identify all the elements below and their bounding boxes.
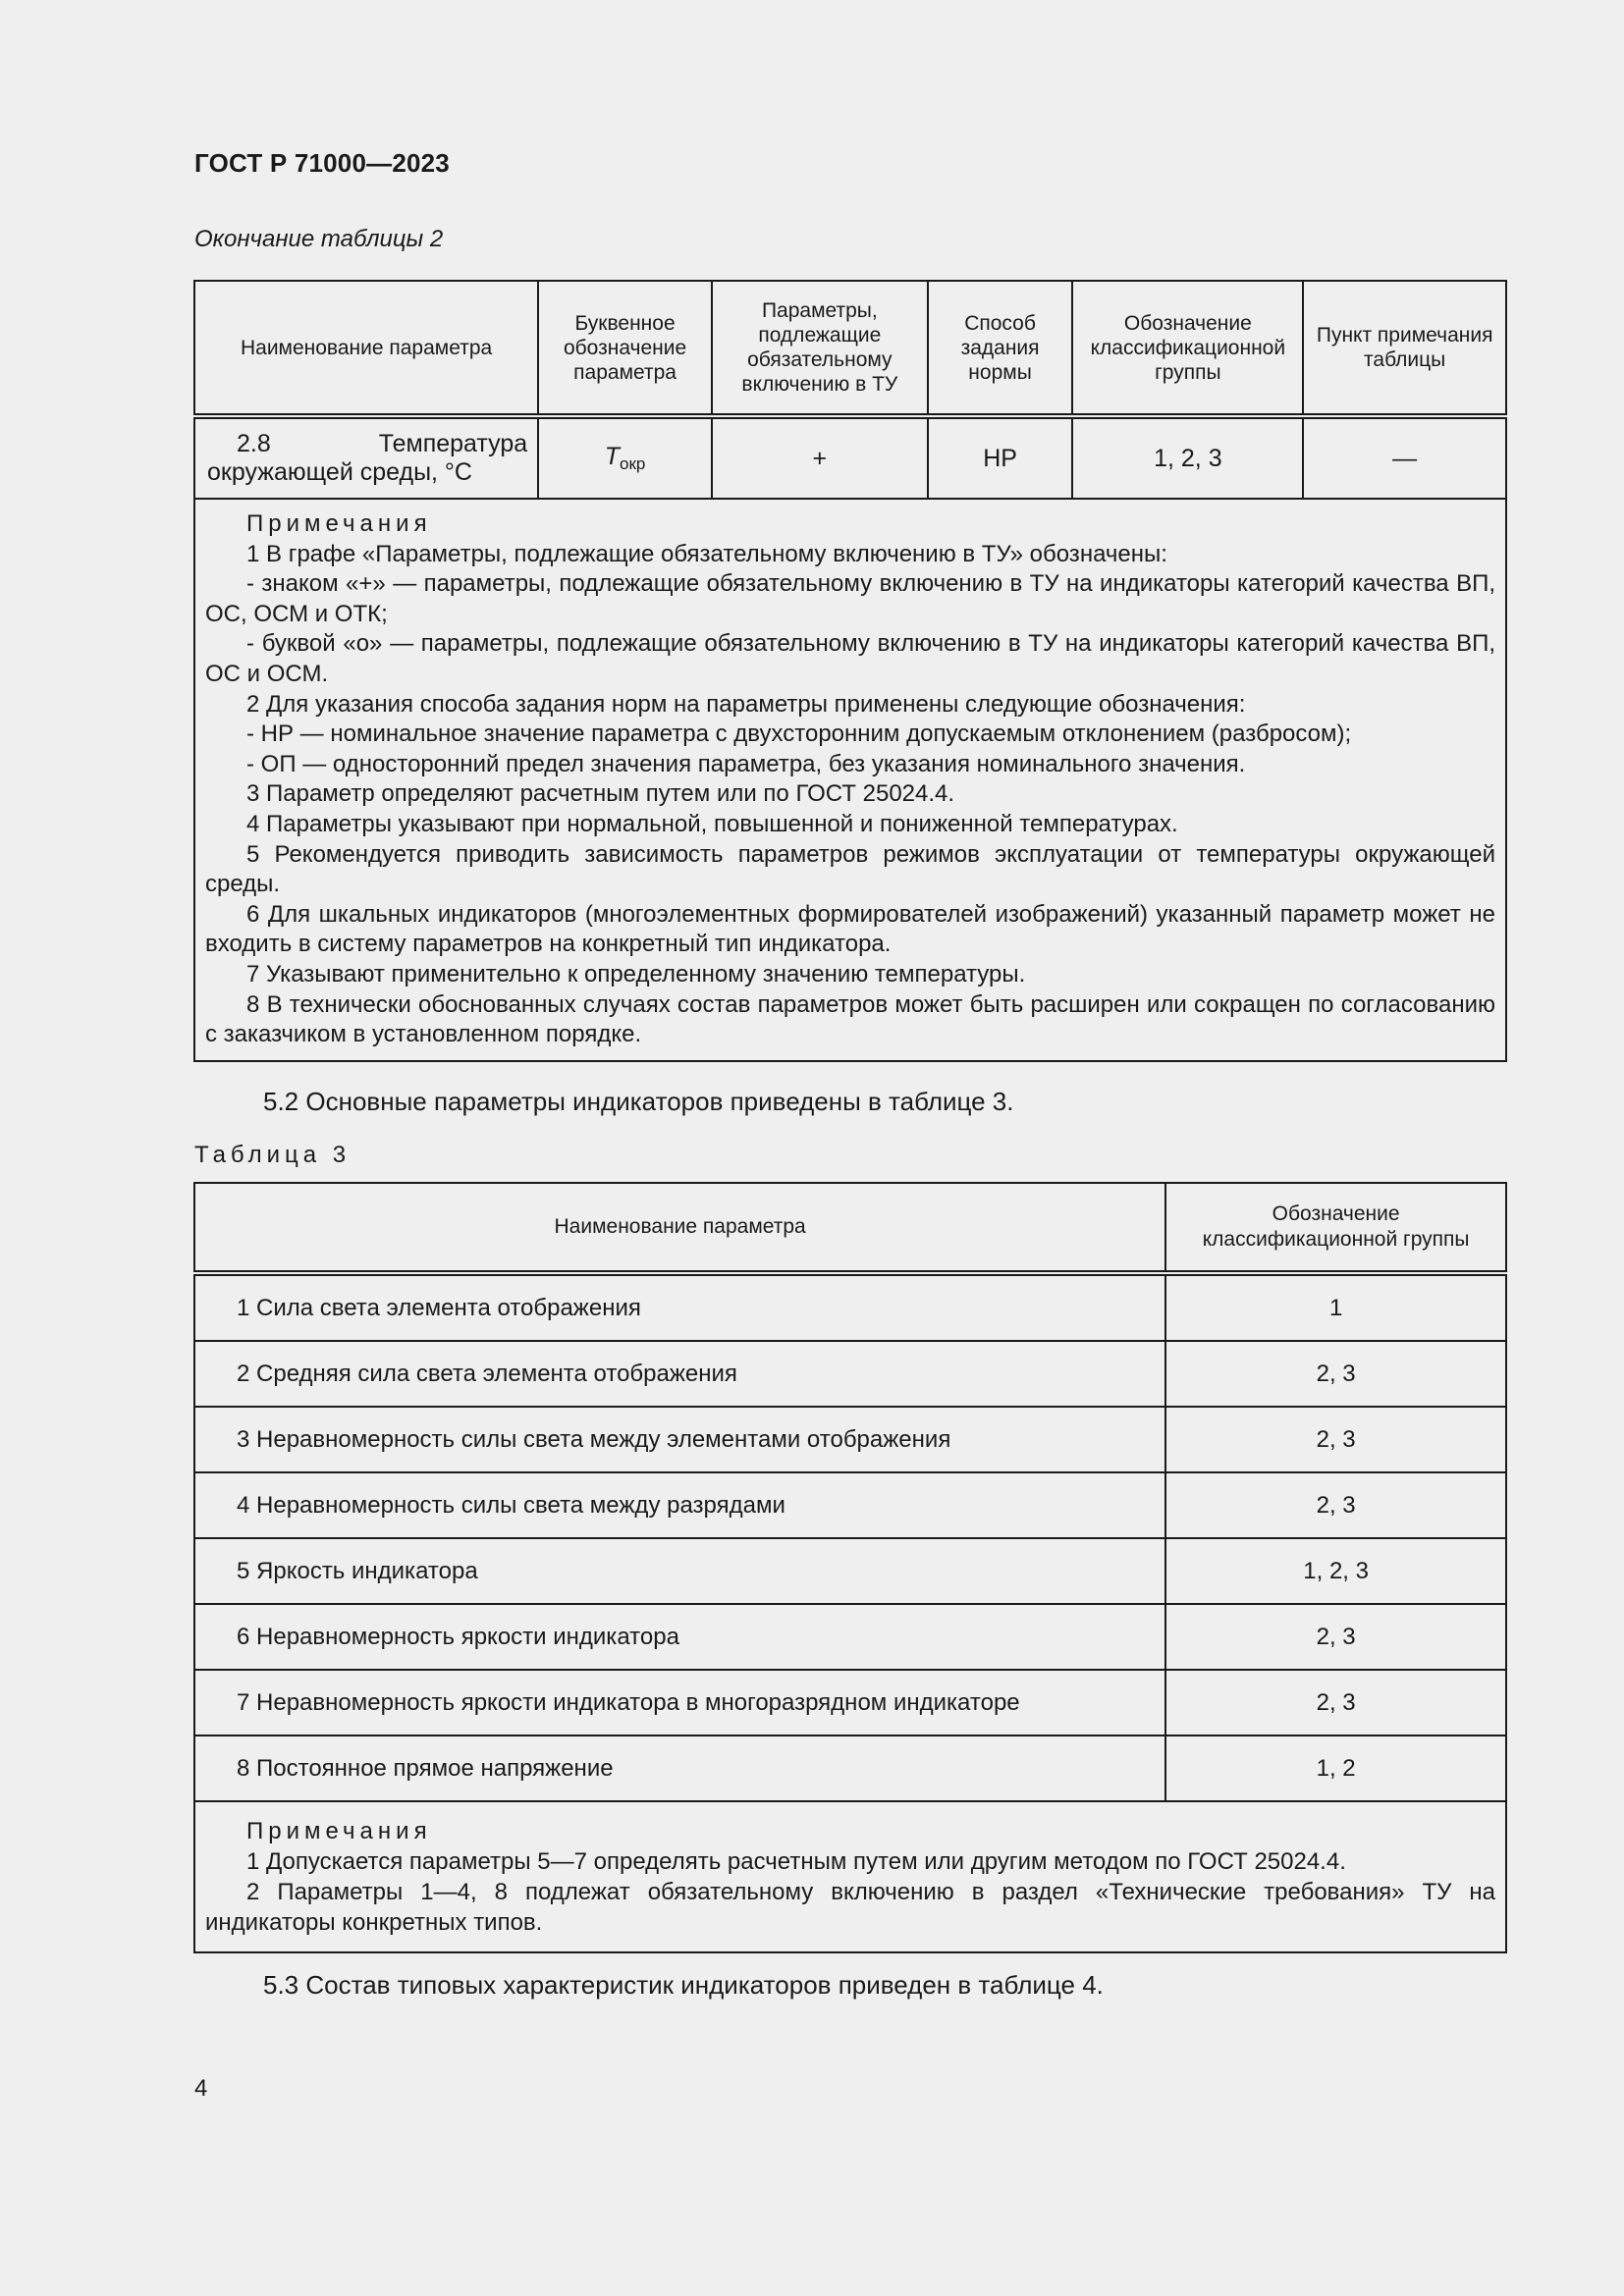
table2-row-groups: 1, 2, 3 — [1072, 416, 1303, 499]
table2-row-name-text: 2.8 Температура окружающей среды, °С — [207, 430, 528, 486]
table3-notes — [194, 1801, 1506, 1952]
table3-row-name: 7 Неравномерность яркости индикатора в многоразрядном индикаторе — [194, 1670, 1165, 1735]
table-row — [194, 1604, 1506, 1670]
symbol-main: T — [604, 443, 621, 470]
table2-col-norm-method: Способ задания нормы — [928, 281, 1073, 416]
table2-col-group: Обозначение классификационной группы — [1072, 281, 1303, 416]
table2-note: - НР — номинальное значение параметра с двухсторонним допускаемым отклонением (разбросом); — [246, 721, 1352, 748]
table-row — [194, 1670, 1506, 1735]
table-row — [194, 1341, 1506, 1407]
table2-notes-row — [194, 499, 1506, 1061]
table2-caption: Окончание таблицы 2 — [194, 226, 444, 252]
table2-notes — [194, 499, 1506, 1061]
table3-header-row — [194, 1183, 1506, 1273]
table-row — [194, 1472, 1506, 1538]
table2-note: 2 Для указания способа задания норм на параметры применены следующие обозначения: — [246, 690, 1246, 718]
table3-row-group: 2, 3 — [1165, 1472, 1506, 1538]
table2-header-row — [194, 281, 1506, 416]
table-row — [194, 1735, 1506, 1801]
table2-note: 8 В технически обоснованных случаях состав параметров может быть расширен или сокращен по согласованию с заказчиком в установленном порядке. — [205, 990, 1495, 1048]
paragraph-5-3: 5.3 Состав типовых характеристик индикаторов приведен в таблице 4. — [263, 1970, 1104, 2000]
table3-row-name: 4 Неравномерность силы света между разрядами — [194, 1472, 1165, 1538]
table2-note: 1 В графе «Параметры, подлежащие обязательному включению в ТУ» обозначены: — [246, 540, 1167, 567]
table-2-end — [193, 280, 1507, 1062]
table3-row-group: 2, 3 — [1165, 1670, 1506, 1735]
table2-note: 6 Для шкальных индикаторов (многоэлементных формирователей изображений) указанный параметр может не входить в систему параметров на конкретный тип индикатора. — [205, 900, 1495, 958]
table3-notes-row — [194, 1801, 1506, 1952]
table2-row-symbol — [538, 416, 712, 499]
table2-notes-title: Примечания — [246, 510, 432, 537]
table3-caption: Таблица 3 — [194, 1142, 352, 1168]
table2-note: - ОП — односторонний предел значения параметра, без указания номинального значения. — [246, 750, 1246, 777]
table-row — [194, 1407, 1506, 1472]
table3-row-group: 1, 2 — [1165, 1735, 1506, 1801]
table2-row-note-ref: — — [1303, 416, 1506, 499]
table3-row-name: 3 Неравномерность силы света между элементами отображения — [194, 1407, 1165, 1472]
table2-row-norm-method: НР — [928, 416, 1073, 499]
table3-col-name: Наименование параметра — [194, 1183, 1165, 1273]
table2-note: - буквой «о» — параметры, подлежащие обязательному включению в ТУ на индикаторы категорий качества ВП, ОС и ОСМ. — [205, 630, 1495, 687]
table3-row-group: 2, 3 — [1165, 1407, 1506, 1472]
table3-note: 1 Допускается параметры 5—7 определять расчетным путем или другим методом по ГОСТ 25024.4. — [246, 1848, 1346, 1875]
table2-note: 4 Параметры указывают при нормальной, повышенной и пониженной температурах. — [246, 810, 1178, 837]
table2-col-symbol: Буквенное обозначение параметра — [538, 281, 712, 416]
table3-row-name: 2 Средняя сила света элемента отображения — [194, 1341, 1165, 1407]
table3-notes-title: Примечания — [246, 1818, 432, 1844]
table3-col-group: Обозначение классификационной группы — [1165, 1183, 1506, 1273]
table-row — [194, 1538, 1506, 1604]
table3-row-name: 8 Постоянное прямое напряжение — [194, 1735, 1165, 1801]
table3-row-group: 1 — [1165, 1273, 1506, 1341]
table3-row-name: 5 Яркость индикатора — [194, 1538, 1165, 1604]
table2-note: - знаком «+» — параметры, подлежащие обязательному включению в ТУ на индикаторы категорий качества ВП, ОС, ОСМ и ОТК; — [205, 570, 1495, 627]
table2-note: 3 Параметр определяют расчетным путем или по ГОСТ 25024.4. — [246, 780, 955, 808]
table2-note: 7 Указывают применительно к определенному значению температуры. — [246, 960, 1026, 988]
table2-row — [194, 416, 1506, 499]
table2-col-note-ref: Пункт примечания таблицы — [1303, 281, 1506, 416]
table3-row-name: 1 Сила света элемента отображения — [194, 1273, 1165, 1341]
table3-row-group: 2, 3 — [1165, 1604, 1506, 1670]
page-number: 4 — [194, 2075, 208, 2102]
table2-row-name — [194, 416, 538, 499]
table-3 — [193, 1182, 1507, 1953]
table-row — [194, 1273, 1506, 1341]
symbol-sub: окр — [620, 454, 646, 473]
table2-note: 5 Рекомендуется приводить зависимость параметров режимов эксплуатации от температуры окружающей среды. — [205, 840, 1495, 898]
table3-row-group: 2, 3 — [1165, 1341, 1506, 1407]
table2-col-mandatory: Параметры, подлежащие обязательному включению в ТУ — [712, 281, 928, 416]
table2-row-mandatory: + — [712, 416, 928, 499]
table3-note: 2 Параметры 1—4, 8 подлежат обязательному включению в раздел «Технические требования» ТУ на индикаторы конкретных типов. — [205, 1879, 1495, 1936]
document-header: ГОСТ Р 71000—2023 — [194, 148, 450, 178]
table3-row-group: 1, 2, 3 — [1165, 1538, 1506, 1604]
table2-col-name: Наименование параметра — [194, 281, 538, 416]
paragraph-5-2: 5.2 Основные параметры индикаторов приведены в таблице 3. — [263, 1087, 1014, 1116]
table3-row-name: 6 Неравномерность яркости индикатора — [194, 1604, 1165, 1670]
